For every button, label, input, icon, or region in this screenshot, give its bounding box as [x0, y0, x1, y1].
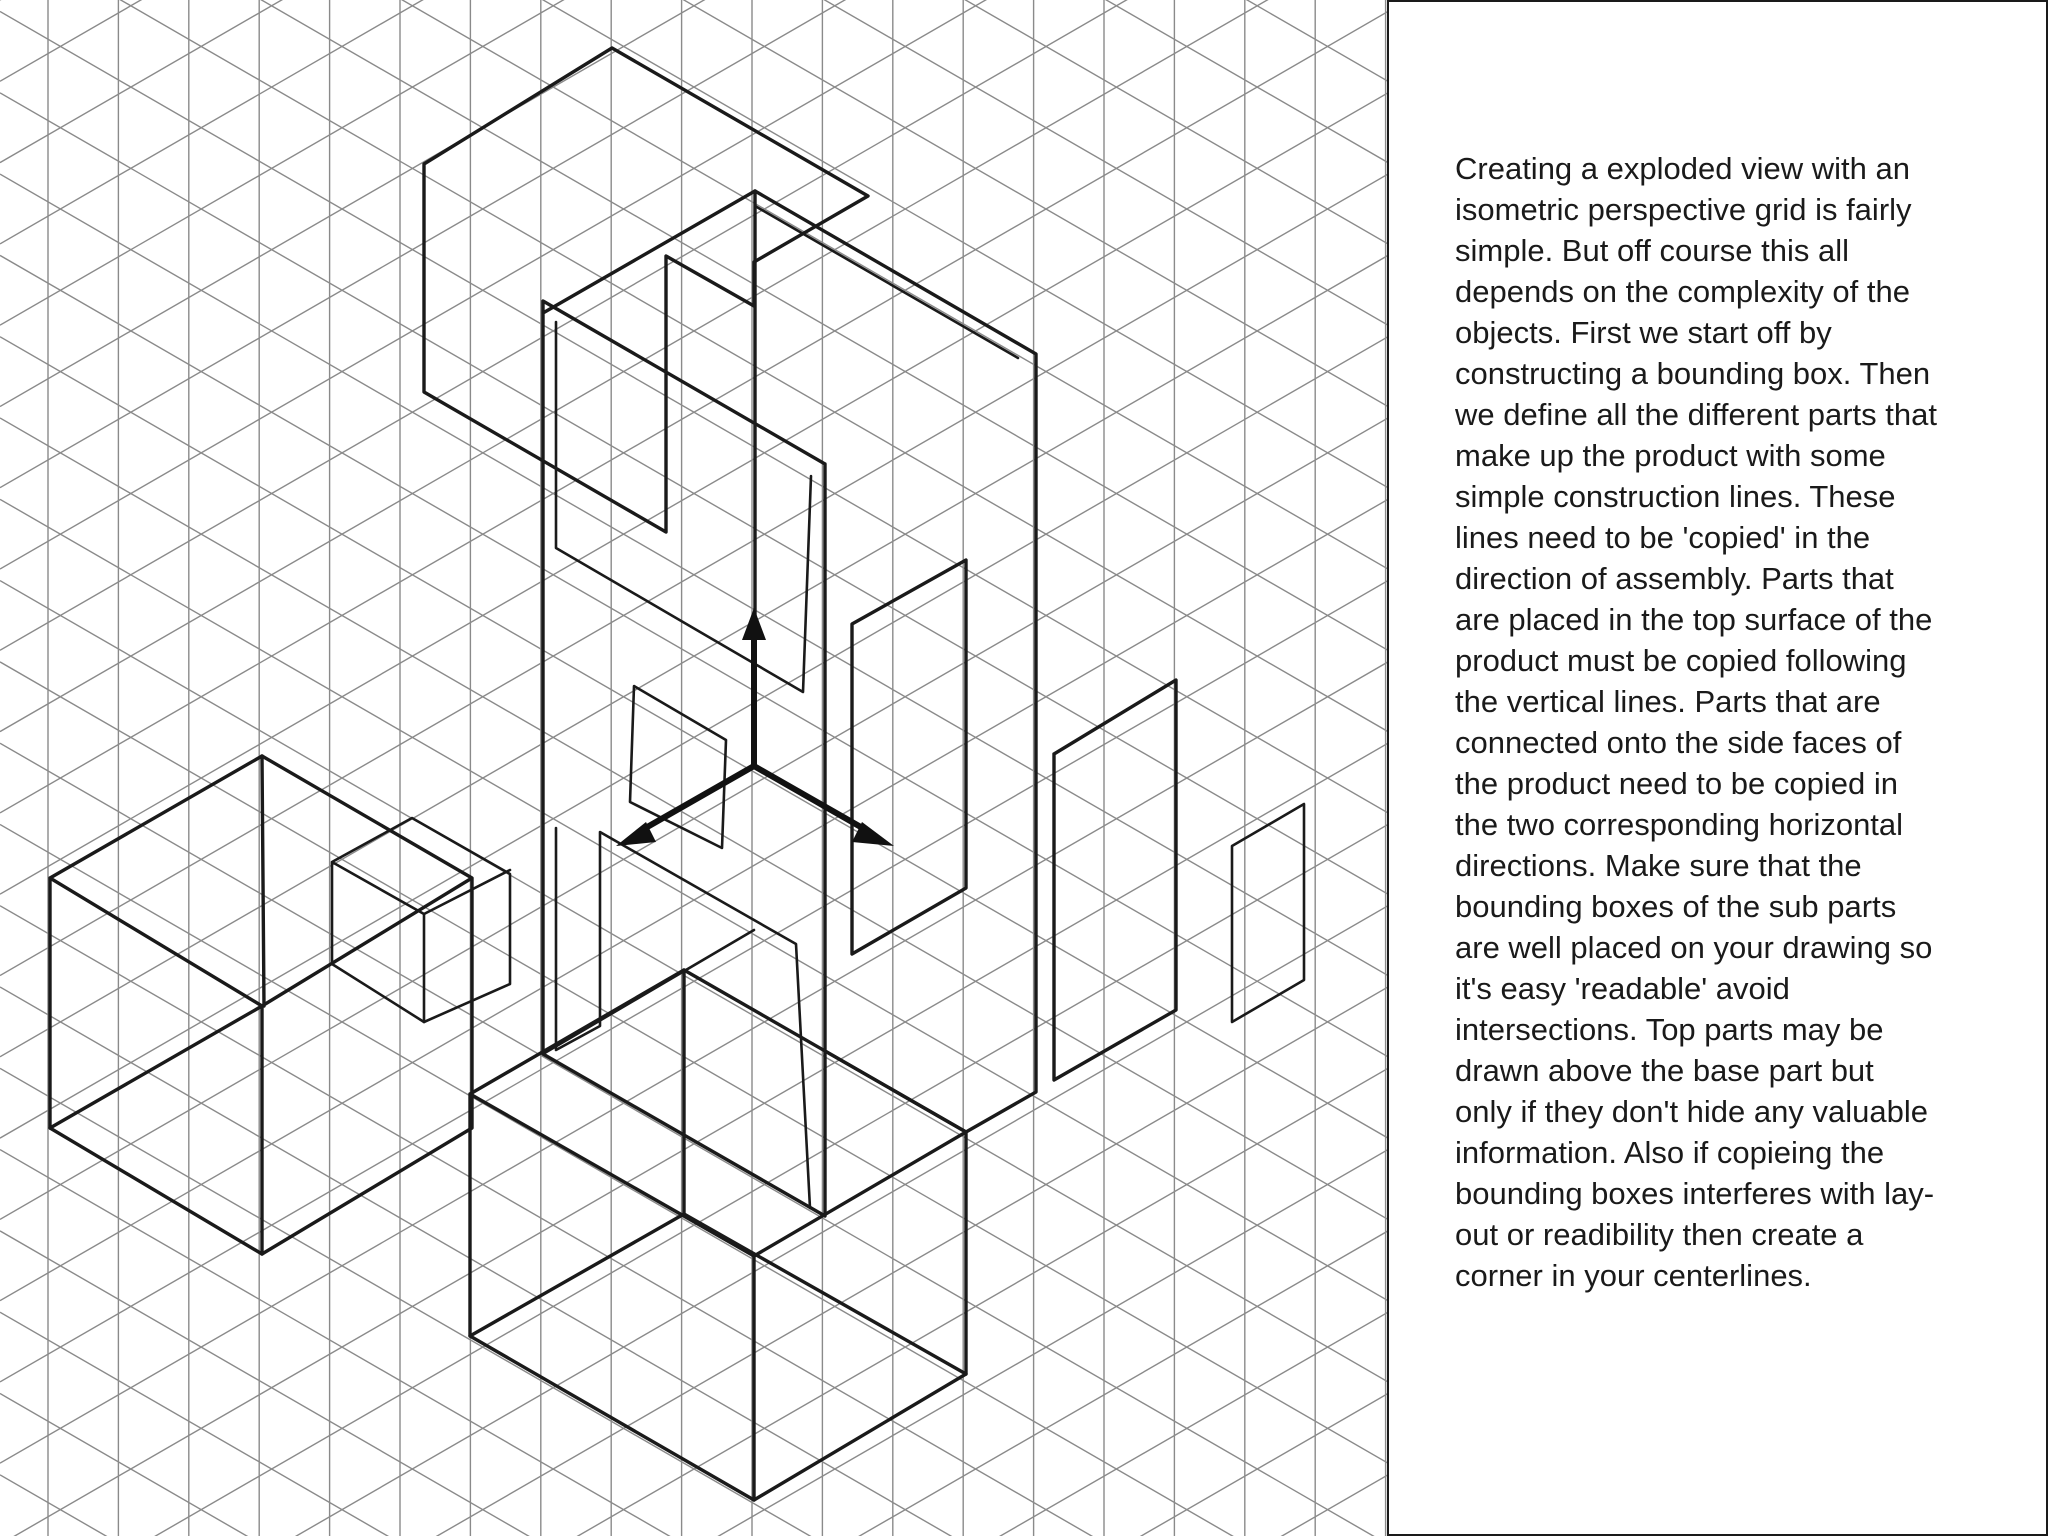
description-line: objects. First we start off by — [1455, 315, 1832, 350]
description-line: constructing a bounding box. Then — [1455, 356, 1931, 391]
description-line: Creating a exploded view with an — [1455, 151, 1910, 186]
description-line: connected onto the side faces of — [1455, 725, 1902, 760]
description-line: corner in your centerlines. — [1455, 1258, 1812, 1293]
base-inner-diagonal — [470, 1214, 684, 1336]
description-line: out or readibility then create a — [1455, 1217, 1864, 1252]
description-line: simple construction lines. These — [1455, 479, 1896, 514]
description-line: drawn above the base part but — [1455, 1053, 1874, 1088]
description-line: directions. Make sure that the — [1455, 848, 1862, 883]
description-line: simple. But off course this all — [1455, 233, 1849, 268]
description-line: the vertical lines. Parts that are — [1455, 684, 1881, 719]
description-line: it's easy 'readable' avoid — [1455, 971, 1790, 1006]
main-box-inner-top-edge — [755, 206, 1018, 358]
description-text — [1455, 148, 2015, 1296]
description-line: depends on the complexity of the — [1455, 274, 1910, 309]
description-line: bounding boxes interferes with lay- — [1455, 1176, 1935, 1211]
description-line: are placed in the top surface of the — [1455, 602, 1933, 637]
description-line: isometric perspective grid is fairly — [1455, 192, 1912, 227]
description-line: lines need to be 'copied' in the — [1455, 520, 1871, 555]
axis-arrow-up-icon — [742, 608, 766, 640]
left-cube-inner-edge — [262, 756, 264, 1006]
main-bounding-box — [543, 191, 1036, 1216]
exploded-parts — [50, 48, 1304, 1500]
description-line: intersections. Top parts may be — [1455, 1012, 1884, 1047]
description-line: information. Also if copieing the — [1455, 1135, 1885, 1170]
description-line: the two corresponding horizontal — [1455, 807, 1904, 842]
base-center-edge — [684, 1214, 966, 1374]
top-cover-plate — [424, 48, 868, 532]
text-panel — [1389, 0, 2048, 1536]
description-line: the product need to be copied in — [1455, 766, 1898, 801]
description-line: only if they don't hide any valuable — [1455, 1094, 1928, 1129]
description-line: product must be copied following — [1455, 643, 1907, 678]
description-line: direction of assembly. Parts that — [1455, 561, 1894, 596]
left-cube-bottom-diagonal — [50, 1006, 262, 1128]
left-inner-panel — [556, 322, 811, 692]
description-line: make up the product with some — [1455, 438, 1886, 473]
description-line: are well placed on your drawing so — [1455, 930, 1933, 965]
description-line: we define all the different parts that — [1455, 397, 1937, 432]
right-side-panel — [1054, 680, 1176, 1080]
axis-arrow-right-shaft — [754, 766, 866, 830]
description-line: bounding boxes of the sub parts — [1455, 889, 1897, 924]
